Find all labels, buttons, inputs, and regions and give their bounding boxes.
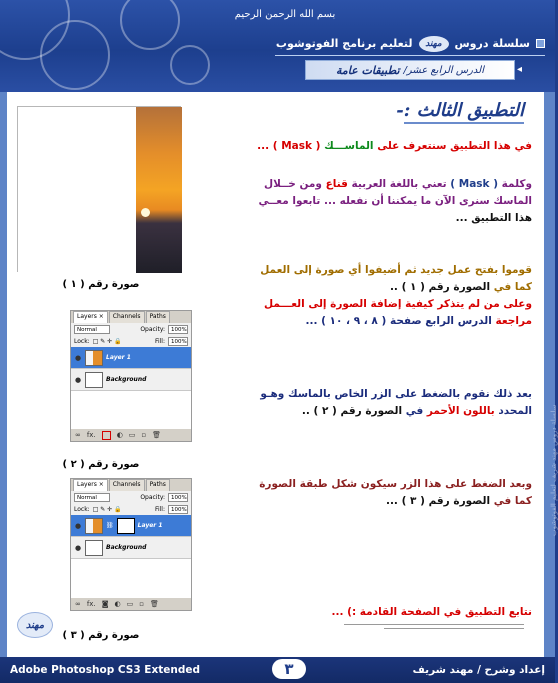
p2-mask-latin: ( Mask ) (450, 178, 499, 190)
layer-name: Background (106, 376, 147, 383)
figure-1-image (17, 106, 181, 272)
new-layer-icon[interactable]: ▫ (141, 431, 147, 439)
panel-tabs (71, 311, 191, 323)
paragraph-5 (192, 476, 532, 510)
p1-text: في هذا التطبيق سنتعرف على (377, 140, 532, 152)
trash-icon[interactable]: 🗑 (149, 600, 159, 608)
p4-red-word: باللون الأحمر (426, 405, 495, 417)
folder-icon[interactable]: ▭ (126, 600, 134, 608)
p4-line1: بعد ذلك نقوم بالضغط على الزر الخاص بالماسك وهـو (260, 388, 532, 400)
p4-text-c: في (405, 405, 424, 417)
p5-fig-ref: الصورة رقم ( ٣ ) ... (385, 495, 491, 507)
folder-icon[interactable]: ▭ (128, 431, 136, 439)
opacity-input[interactable]: 100% (168, 325, 188, 334)
eye-icon[interactable]: ● (74, 543, 82, 552)
arrow-icon: ◂ (517, 64, 523, 75)
side-watermark: سلسلة دروس مهند شريف لتعليم الفوتوشوب (550, 404, 558, 536)
eye-icon[interactable]: ● (74, 353, 82, 362)
layer-thumbnail (85, 350, 103, 366)
opacity-label: Opacity: (140, 325, 165, 333)
opacity-input[interactable]: 100% (168, 493, 188, 502)
tab-paths[interactable]: Paths (146, 311, 170, 323)
p2-text-c: تعني باللغة العربية (351, 178, 447, 190)
section-title: التطبيق الثالث :- (396, 100, 524, 121)
p5-line1: وبعد الضغط على هذا الزر سيكون شكل طبقة الصورة (259, 478, 532, 490)
caption-3: صورة رقم ( ٣ ) (62, 630, 140, 641)
link-icon[interactable]: ∞ (75, 600, 81, 608)
link-icon[interactable]: ∞ (75, 431, 81, 439)
rule-line (344, 624, 524, 625)
p3-text-c: مراجعة (495, 315, 532, 327)
tab-channels[interactable]: Channels (109, 311, 145, 323)
tab-channels[interactable]: Channels (109, 479, 145, 491)
page-number: ٣ (272, 659, 306, 679)
fill-input[interactable]: 100% (168, 337, 188, 346)
p3-line1: قوموا بفتح عمل جديد ثم أضيفوا أي صورة إلى العمل (260, 264, 532, 276)
caption-1: صورة رقم ( ١ ) (62, 279, 140, 290)
lesson-bar (305, 60, 515, 80)
layer-thumbnail (85, 518, 103, 534)
p1-mask-latin: ( Mask ) ... (257, 140, 321, 152)
main-content (7, 92, 544, 657)
fx-icon[interactable]: fx. (86, 431, 96, 439)
add-mask-button[interactable] (102, 431, 111, 440)
layer-name: Layer 1 (106, 354, 131, 361)
layers-panel-fig2 (70, 310, 192, 442)
paragraph-4 (192, 386, 532, 420)
layer-thumbnail (85, 540, 103, 556)
p3-lesson-ref: الدرس الرابع صفحة ( ٨ ، ٩ ، ١٠ ) ... (305, 315, 492, 327)
fill-input[interactable]: 100% (168, 505, 188, 514)
tab-layers[interactable]: Layers × (73, 479, 108, 491)
layer-row-background[interactable] (71, 537, 191, 559)
bismillah-text: بسم الله الرحمن الرحيم (234, 9, 336, 20)
sun-icon (141, 208, 150, 217)
header-banner (0, 0, 555, 92)
layer-row-background[interactable] (71, 369, 191, 391)
lock-label: Lock: (74, 337, 90, 345)
eye-icon[interactable]: ● (74, 521, 82, 530)
series-title: سلسلة دروس (454, 37, 530, 50)
opacity-label: Opacity: (140, 493, 165, 501)
lock-row (71, 335, 191, 347)
p2-line3: هذا التطبيق ... (455, 212, 532, 224)
layer-mask-thumbnail[interactable] (117, 518, 135, 534)
layer-name: Layer 1 (137, 522, 163, 529)
lock-row (71, 503, 191, 515)
add-mask-icon[interactable]: ◙ (101, 600, 109, 608)
paragraph-1 (192, 138, 532, 155)
p1-mask-word: الماســـك (324, 140, 374, 152)
lesson-number: الدرس الرابع عشر/ (403, 64, 484, 76)
p4-text-a: المحدد (498, 405, 532, 417)
canvas-white-area (18, 107, 136, 273)
p2-line2: الماسك سنرى الآن ما يمكننا أن نفعله ... تابعوا معــي (258, 195, 532, 207)
p3-line3: وعلى من لم يتذكر كيفية إضافة الصورة إلى العـــمل (264, 298, 532, 310)
layer-row-layer1[interactable] (71, 515, 191, 537)
lesson-topic: تطبيقات عامة (336, 63, 400, 77)
series-title-suffix: لتعليم برنامج الفوتوشوب (275, 37, 413, 50)
blend-row (71, 491, 191, 503)
adjustment-icon[interactable]: ◐ (114, 600, 121, 608)
new-layer-icon[interactable]: ▫ (139, 600, 144, 608)
fill-label: Fill: (154, 337, 165, 345)
p6-text: نتابع التطبيق في الصفحة القادمة :) ... (331, 606, 532, 618)
sunset-photo (136, 107, 182, 273)
layer-thumbnail (85, 372, 103, 388)
p2-mask-arabic: قناع (325, 178, 348, 190)
layer-name: Background (106, 544, 147, 551)
layers-panel-fig3 (70, 478, 192, 611)
square-bullet-icon (536, 39, 545, 48)
p3-text-a: كما في (493, 281, 532, 293)
caption-2: صورة رقم ( ٢ ) (62, 459, 140, 470)
footer-brand: Adobe Photoshop CS3 Extended (10, 664, 201, 676)
decorative-swirl (170, 45, 210, 85)
tab-paths[interactable]: Paths (146, 479, 170, 491)
layer-row-layer1[interactable] (71, 347, 191, 369)
p5-text-a: كما في (493, 495, 532, 507)
trash-icon[interactable]: 🗑 (152, 431, 162, 439)
rule-line (384, 628, 524, 629)
paragraph-2 (192, 176, 532, 227)
panel-toolbar (71, 429, 191, 441)
eye-icon[interactable]: ● (74, 375, 82, 384)
layers-empty-area (71, 559, 191, 598)
paragraph-6 (272, 604, 532, 621)
layers-empty-area (71, 391, 191, 429)
p4-fig-ref: الصورة رقم ( ٢ ) .. (301, 405, 403, 417)
fill-label: Fill: (154, 505, 165, 513)
author-logo: مهند (419, 36, 449, 52)
panel-toolbar (71, 598, 191, 610)
series-bar (275, 32, 545, 56)
decorative-swirl (120, 0, 180, 50)
right-border (544, 92, 558, 657)
tab-layers[interactable]: Layers × (73, 311, 108, 323)
lock-label: Lock: (74, 505, 90, 513)
fx-icon[interactable]: fx. (86, 600, 96, 608)
p2-text-e: ومن خــلال (263, 178, 322, 190)
title-underline (404, 122, 524, 124)
chain-link-icon: ⛓ (106, 522, 114, 529)
author-logo-bottom: مهند (17, 612, 53, 638)
blend-mode-select[interactable]: Normal (74, 325, 110, 334)
lock-icons[interactable]: □ ✎ ✛ 🔒 (92, 505, 122, 513)
blend-row (71, 323, 191, 335)
panel-tabs (71, 479, 191, 491)
p3-fig-ref: الصورة رقم ( ١ ) .. (389, 281, 491, 293)
blend-mode-select[interactable]: Normal (74, 493, 110, 502)
decorative-swirl (40, 20, 110, 90)
adjustment-icon[interactable]: ◐ (116, 431, 123, 439)
footer-credit: إعداد وشرح / مهند شريف (412, 664, 545, 676)
p2-text-a: وكلمة (501, 178, 532, 190)
left-border (0, 92, 7, 657)
lock-icons[interactable]: □ ✎ ✛ 🔒 (92, 337, 122, 345)
paragraph-3 (192, 262, 532, 330)
